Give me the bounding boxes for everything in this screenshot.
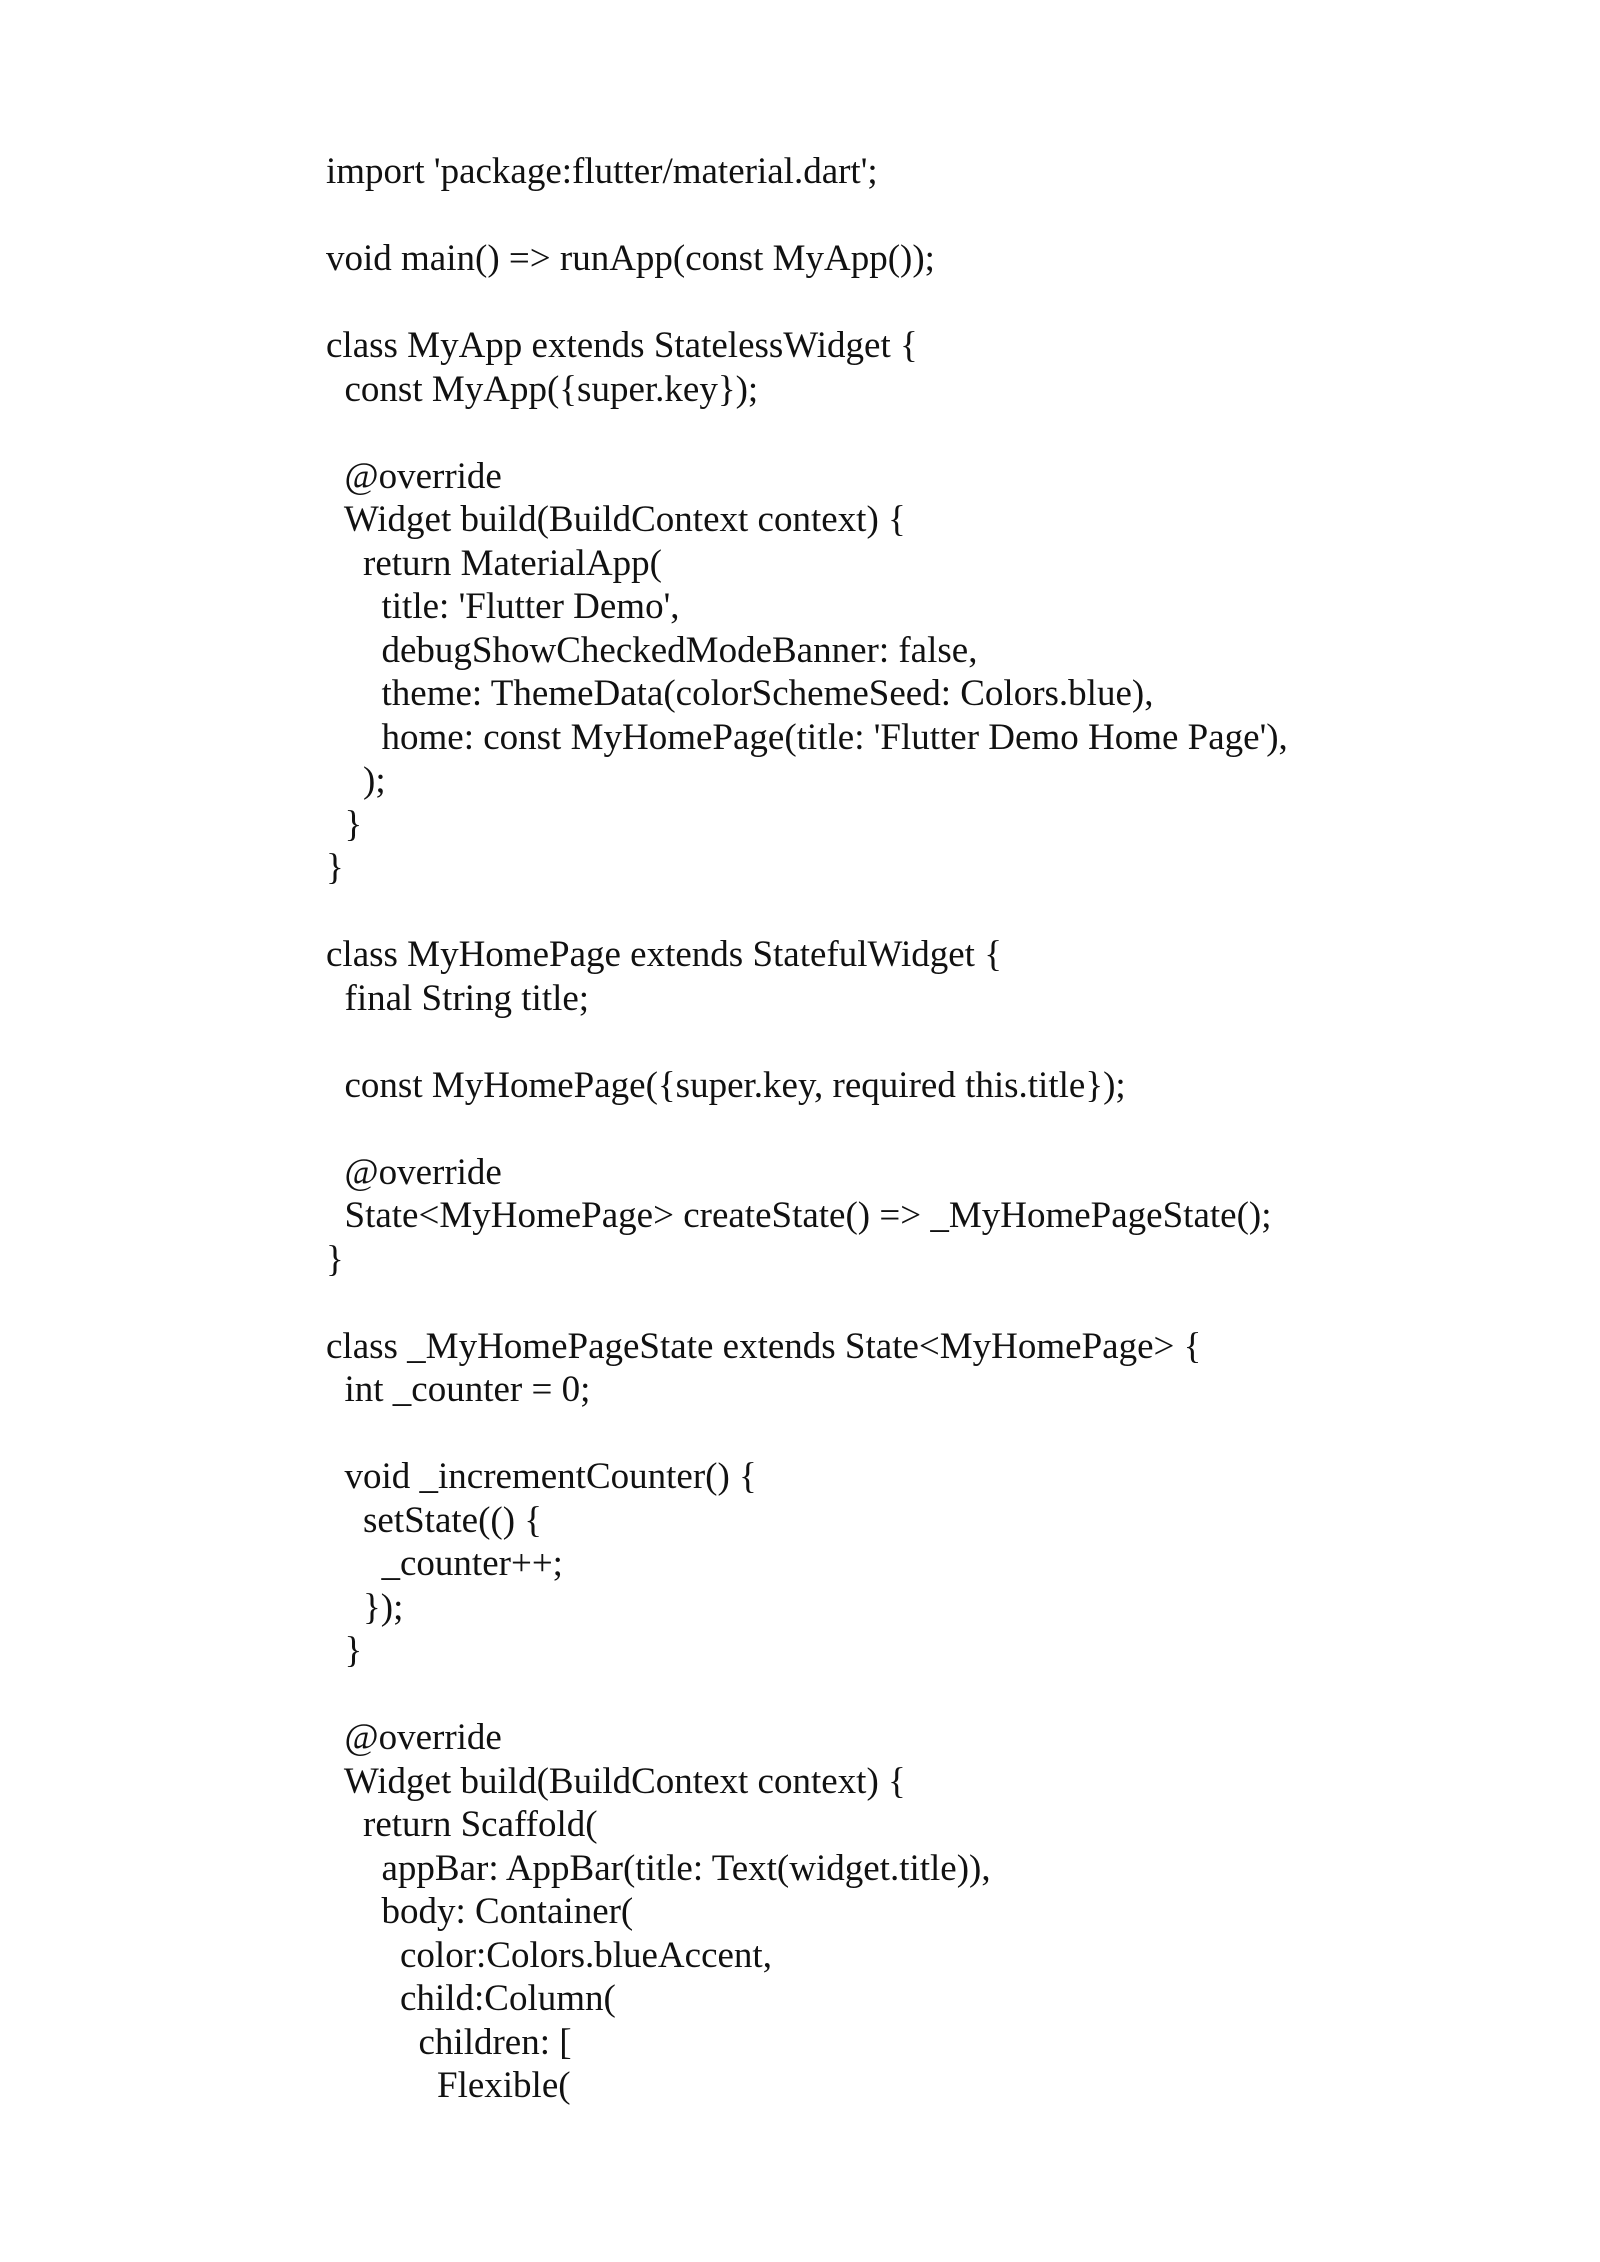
code-line: @override: [326, 1717, 502, 1758]
code-line: final String title;: [326, 977, 590, 1019]
code-line: children: [: [326, 2021, 572, 2063]
code-line: debugShowCheckedModeBanner: false,: [326, 629, 978, 671]
code-line: Widget build(BuildContext context) {: [326, 1760, 906, 1802]
code-line: [326, 194, 1288, 238]
code-line: appBar: AppBar(title: Text(widget.title)),: [326, 1847, 991, 1889]
code-line: }: [326, 847, 344, 888]
code-line: class MyHomePage extends StatefulWidget {: [326, 934, 1002, 975]
code-line: _counter++;: [326, 1543, 563, 1584]
code-line: const MyApp({super.key});: [326, 368, 759, 410]
code-line: body: Container(: [326, 1891, 634, 1932]
code-line: });: [326, 1586, 404, 1628]
code-line: [326, 281, 1288, 325]
code-line: [326, 1020, 1288, 1064]
code-line: }: [326, 803, 363, 845]
code-line: color:Colors.blueAccent,: [326, 1934, 772, 1976]
code-line: @override: [326, 1151, 502, 1193]
code-line: import 'package:flutter/material.dart';: [326, 151, 878, 192]
code-line: title: 'Flutter Demo',: [326, 586, 680, 627]
code-line: }: [326, 1238, 344, 1280]
code-line: [326, 411, 1288, 455]
code-line: @override: [326, 455, 502, 497]
code-line: int _counter = 0;: [326, 1369, 591, 1410]
code-line: setState(() {: [326, 1499, 543, 1541]
code-line: home: const MyHomePage(title: 'Flutter Demo Home Page'),: [326, 716, 1288, 758]
code-line: }: [326, 1630, 363, 1671]
code-line: child:Column(: [326, 1978, 616, 2019]
code-line: [326, 890, 1288, 934]
code-line: [326, 1412, 1288, 1456]
code-line: void main() => runApp(const MyApp());: [326, 238, 935, 279]
code-line: return MaterialApp(: [326, 542, 662, 584]
code-line: Flexible(: [326, 2065, 571, 2106]
code-line: [326, 1107, 1288, 1151]
code-line: [326, 1281, 1288, 1325]
code-line: class _MyHomePageState extends State<MyHomePage> {: [326, 1325, 1202, 1367]
code-line: return Scaffold(: [326, 1804, 598, 1845]
code-line: State<MyHomePage> createState() => _MyHomePageState();: [326, 1195, 1272, 1236]
code-line: theme: ThemeData(colorSchemeSeed: Colors.blue),: [326, 673, 1154, 714]
code-line: Widget build(BuildContext context) {: [326, 499, 906, 540]
code-listing: [326, 150, 1288, 2108]
code-line: );: [326, 760, 386, 801]
code-line: const MyHomePage({super.key, required this.title});: [326, 1064, 1126, 1106]
code-line: class MyApp extends StatelessWidget {: [326, 325, 918, 366]
code-line: [326, 1673, 1288, 1717]
code-line: void _incrementCounter() {: [326, 1456, 757, 1497]
